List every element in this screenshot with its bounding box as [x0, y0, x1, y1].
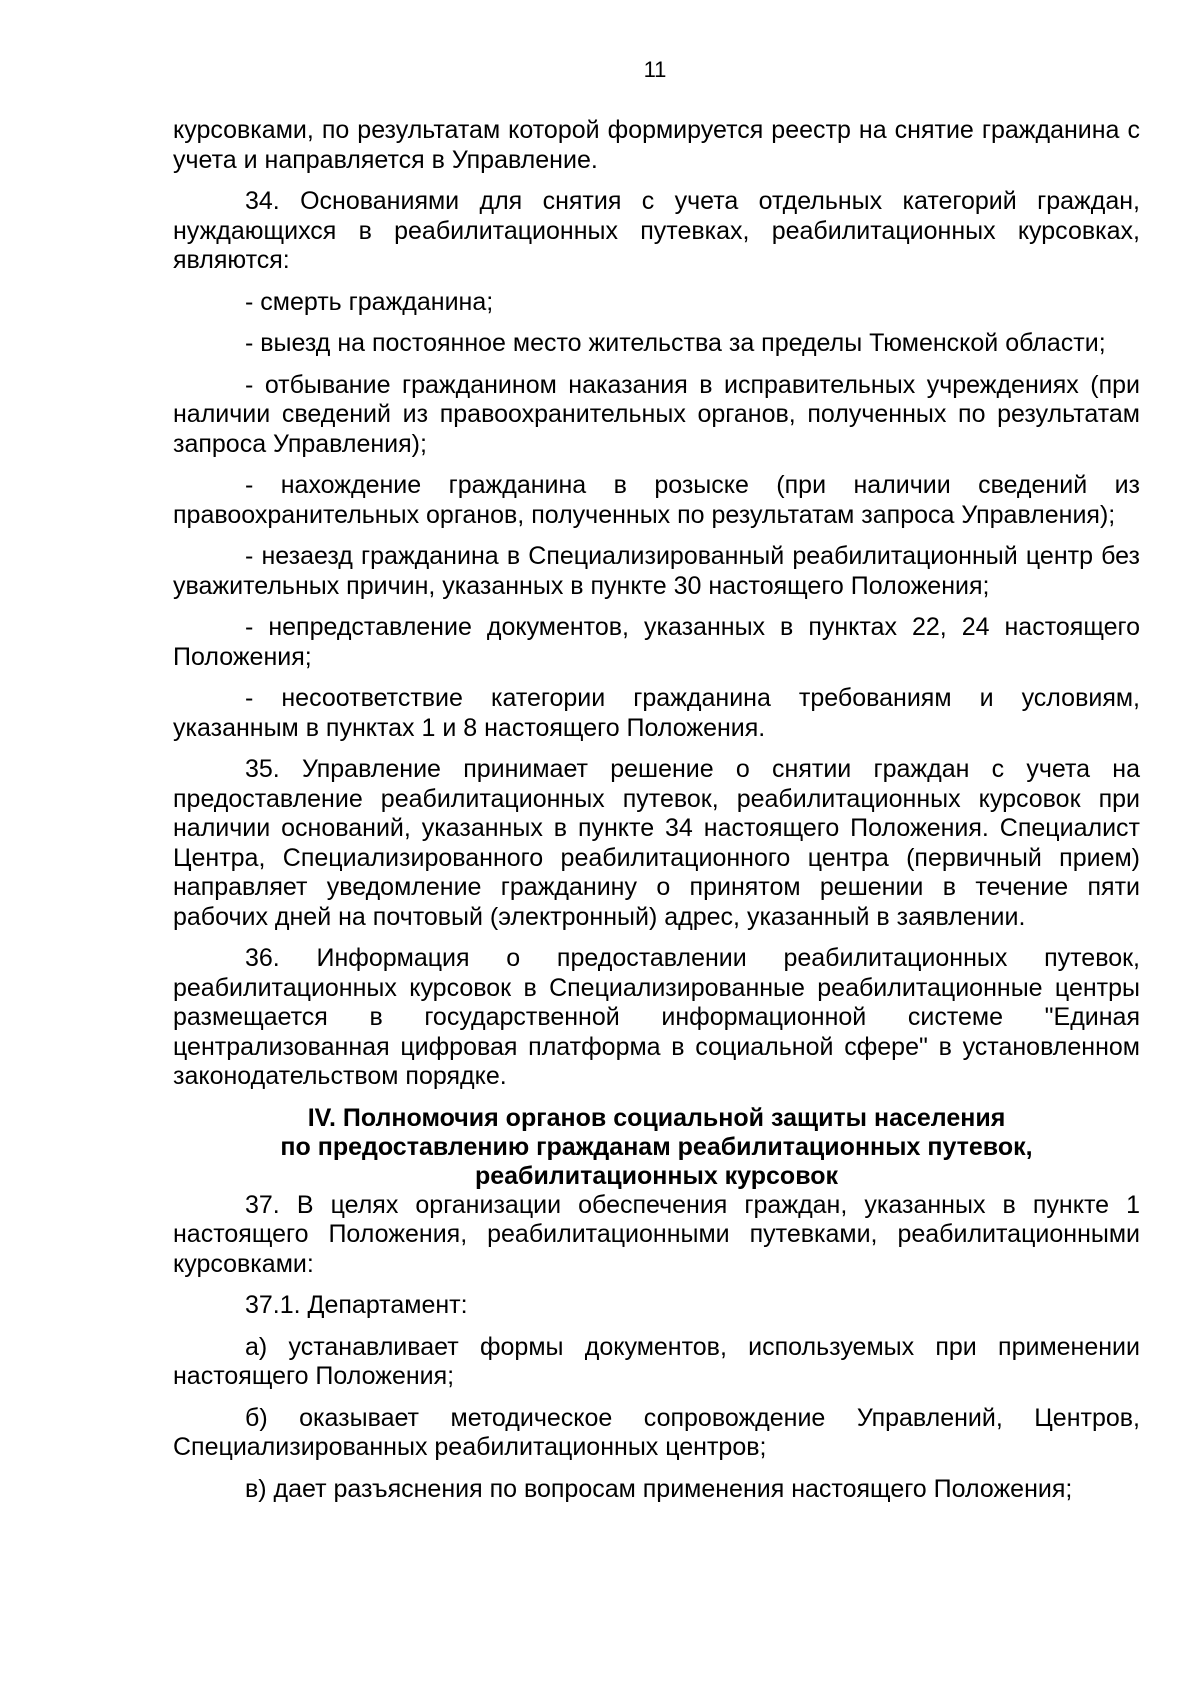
list-item-no-documents: - непредставление документов, указанных в пунктах 22, 24 настоящего Положения; — [173, 613, 1140, 671]
paragraph-37-1: 37.1. Департамент: — [245, 1291, 468, 1319]
paragraph-37: 37. В целях организации обеспечения граждан, указанных в пункте 1 настоящего Положения, реабилитационными путевками, реабилитационными курсовками: — [173, 1190, 1140, 1278]
list-item-c: в) дает разъяснения по вопросам применения настоящего Положения; — [245, 1474, 1073, 1503]
list-item-a: а) устанавливает формы документов, используемых при применении настоящего Положения; — [173, 1332, 1140, 1390]
section-heading-line-1: IV. Полномочия органов социальной защиты населения — [307, 1103, 1006, 1132]
list-item-nonconformity: - несоответствие категории гражданина требованиям и условиям, указанным в пунктах 1 и 8 настоящего Положения. — [173, 684, 1140, 742]
list-item-imprisonment: - отбывание гражданином наказания в исправительных учреждениях (при наличии сведений из правоохранительных органов, полученных по результатам запроса Управления); — [173, 370, 1140, 458]
list-item-relocation: - выезд на постоянное место жительства за пределы Тюменской области; — [245, 329, 1106, 357]
paragraph-34: 34. Основаниями для снятия с учета отдельных категорий граждан, нуждающихся в реабилитационных путевках, реабилитационных курсовках, являются: — [173, 187, 1140, 274]
document-body — [173, 116, 1140, 1516]
list-item-b: б) оказывает методическое сопровождение Управлений, Центров, Специализированных реабилитационных центров; — [173, 1403, 1140, 1461]
paragraph-35: 35. Управление принимает решение о снятии граждан с учета на предоставление реабилитационных путевок, реабилитационных курсовок при наличии оснований, указанных в пункте 34 настоящего Положения. Специалист Центра, Специализированного реабилитационного центра (первичный прием) направляет уведомление гражданину о принятом решении в течение пяти рабочих дней на почтовый (электронный) адрес, указанный в заявлении. — [173, 755, 1140, 931]
paragraph-continuation: курсовками, по результатам которой формируется реестр на снятие гражданина с учета и направляется в Управление. — [173, 116, 1140, 174]
paragraph-36: 36. Информация о предоставлении реабилитационных путевок, реабилитационных курсовок в Специализированные реабилитационные центры размещается в государственной информационной системе "Единая централизованная цифровая платформа в социальной сфере" в установленном законодательством порядке. — [173, 944, 1140, 1090]
list-item-wanted: - нахождение гражданина в розыске (при наличии сведений из правоохранительных органов, полученных по результатам запроса Управления); — [173, 471, 1140, 529]
list-item-death: - смерть гражданина; — [245, 287, 494, 316]
section-heading — [173, 1104, 1140, 1191]
list-item-no-arrival: - незаезд гражданина в Специализированный реабилитационный центр без уважительных причин, указанных в пункте 30 настоящего Положения; — [173, 542, 1140, 600]
page-number: 11 — [643, 57, 667, 82]
section-heading-line-2: по предоставлению гражданам реабилитационных путевок, — [280, 1132, 1033, 1161]
section-heading-line-3: реабилитационных курсовок — [474, 1161, 839, 1190]
